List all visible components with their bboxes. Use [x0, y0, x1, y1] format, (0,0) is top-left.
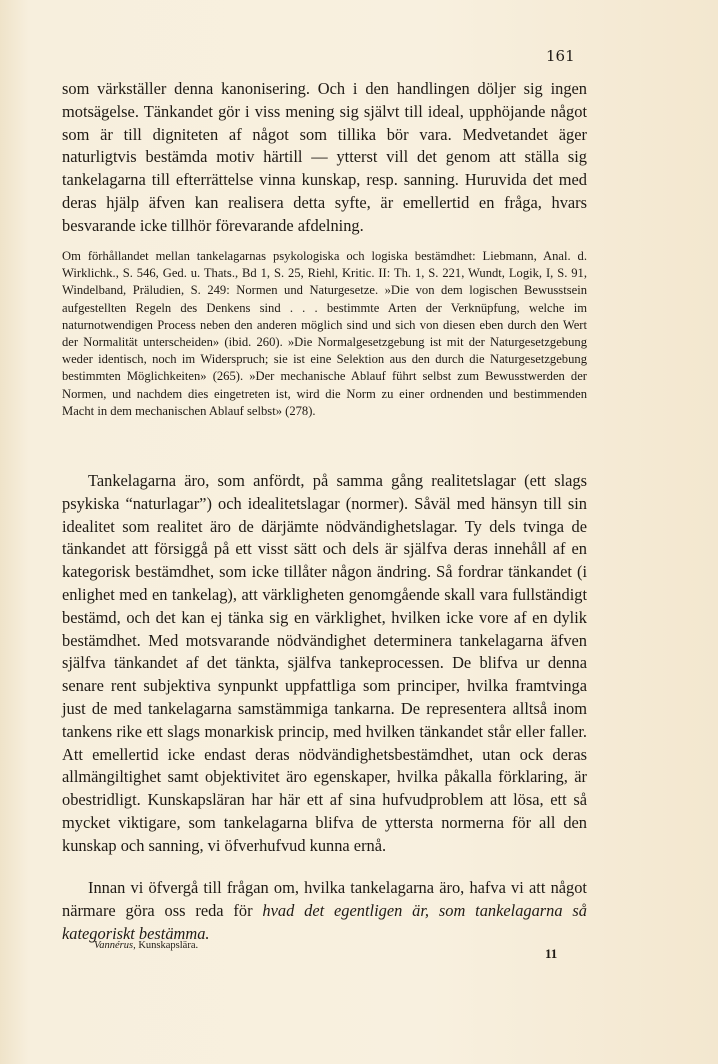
footer-author: Vannérus, — [94, 940, 136, 951]
paragraph-3-emphasis: hvad det egentligen är, som tankelagarna så kategoriskt bestämma. — [62, 900, 587, 943]
footnote-paragraph: Om förhållandet mellan tankelagarnas psykologiska och logiska bestämdhet: Liebmann, Anal. d. Wirklichk., S. 546, Ged. u. Thats., Bd 1, S. 25, Riehl, Kritic. II: Th. 1, S. 221, Wundt, Logik, I, S. 91, Windelband, Präludien, S. 249: Normen und Naturgesetze. »Die von dem logischen Bewusstsein aufgestellten Regeln des Denkens sind . . . bestimmte Arten der Verknüpfung, welche im naturnotwendigen Process neben den anderen möglich sind und sich von diesen eben durch den Wert der Normalität unterscheiden» (ibid. 260). »Die Normalgesetzgebung ist mit der Naturgesetzgebung weder identisch, noch im Widerspruch; sie ist eine Selektion aus den durch die Naturgesetzgebung bestimmten Möglichkeiten» (265). »Der mechanische Ablauf führt selbst zum Bewusstwerden der Normen, und nachdem dies eingetreten ist, wird die Norm zu einer ordnenden und bestimmenden Macht in dem mechanischen Ablauf selbst» (278). — [62, 249, 587, 418]
paragraph-2: Tankelagarna äro, som anfördt, på samma gång realitetslagar (ett slags psykiska “naturlagar”) och idealitetslagar (normer). Såväl med hänsyn till sin idealitet som realitet äro de därjämte nödvändighetslagar. Ty dels tvinga de tänkandet att försiggå på ett visst sätt och dels är själfva deras innehåll af en kategorisk bestämdhet, som icke tillåter någon ändring. Så fordrar tänkandet (i enlighet med en tankelag), att värkligheten genomgående skall vara fullständigt bestämd, och det kan ej tänka sig en värklighet, hvilken icke vore af en dylik bestämdhet. Med motsvarande nödvändighet determinera tankelagarna äfven själfva tänkandet af det tänkta, själfva tankeprocessen. De blifva ur denna senare rent subjektiva synpunkt uppfattliga som principer, hvilka framtvinga just de med tankelagarna samstämmiga tankarna. De representera alltså inom tankens rike ett slags monarkisk princip, med hvilken tänkandet står eller faller. Att emellertid icke endast deras nödvändighetsbestämdhet, utan ock deras allmängiltighet samt objektivitet äro egenskaper, hvilka påkalla förklaring, är obestridligt. Kunskapsläran har här ett af sina hufvudproblem att lösa, ett så mycket viktigare, som tankelagarna blifva de yttersta normerna för all den kunskap och sanning, vi öfverhufvud kunna ernå. — [62, 471, 587, 855]
paragraph-1: som värkställer denna kanonisering. Och i den handlingen döljer sig ingen motsägelse. Tänkandet gör i viss mening sig självt till ideal, upphöjande något som är till digniteten af något som tillika bör vara. Medvetandet äger naturligtvis bestämda motiv härtill — ytterst vill det genom att ställa sig tankelagarna till efterrättelse vinna kunskap, resp. sanning. Huruvida det med deras hjälp äfven kan realisera detta syfte, är emellertid en fråga, hvars besvarande icke tillhör förevarande afdelning. — [62, 79, 587, 235]
footer-title — [94, 940, 198, 951]
page-number: 161 — [546, 47, 575, 65]
footer-book-title: Kunskapslära. — [138, 940, 199, 951]
signature-mark: 11 — [545, 946, 558, 961]
paragraph-3-text: Innan vi öfvergå till frågan om, hvilka tankelagarna äro, hafva vi att något närmare göra oss reda för — [62, 878, 587, 920]
paragraph-3 — [62, 877, 587, 945]
